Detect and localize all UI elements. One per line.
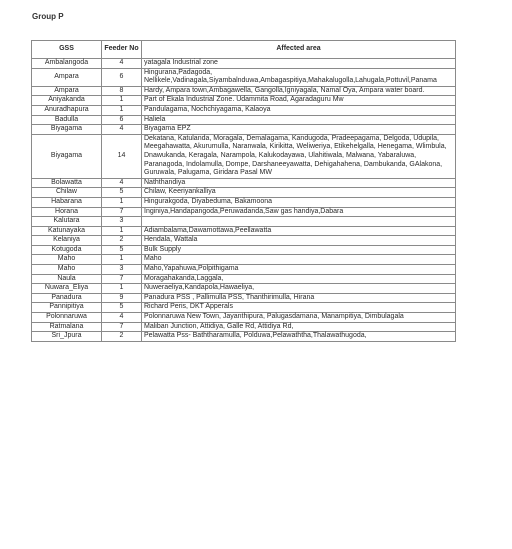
column-header-feeder-no: Feeder No: [102, 41, 142, 59]
table-row: [32, 303, 456, 313]
affected-area-cell: Inginiya,Handapangoda,Peruwadanda,Saw gas handiya,Dabara: [142, 207, 456, 217]
feeder-no-cell: 5: [102, 245, 142, 255]
column-header-affected-area: Affected area: [142, 41, 456, 59]
table-row: [32, 178, 456, 188]
feeder-no-cell: 4: [102, 125, 142, 135]
affected-area-cell: Maliban Junction, Attidiya, Galle Rd, Attidiya Rd,: [142, 322, 456, 332]
affected-area-cell: Hingurakgoda, Diyabeduma, Bakamoona: [142, 197, 456, 207]
column-header-gss: GSS: [32, 41, 102, 59]
table-row: [32, 217, 456, 227]
gss-cell: Pannipitiya: [32, 303, 102, 313]
gss-cell: Chilaw: [32, 188, 102, 198]
table-row: [32, 274, 456, 284]
table-row: [32, 265, 456, 275]
gss-cell: Badulla: [32, 115, 102, 125]
table-row: [32, 207, 456, 217]
affected-area-cell: Richard Peris, DKT Apperals: [142, 303, 456, 313]
affected-area-cell: Part of Ekala Industrial Zone. Udammita Road, Agaradaguru Mw: [142, 96, 456, 106]
feeder-no-cell: 14: [102, 134, 142, 178]
table-row: [32, 96, 456, 106]
table-row: [32, 284, 456, 294]
gss-cell: Maho: [32, 265, 102, 275]
table-row: [32, 134, 456, 178]
gss-cell: Panadura: [32, 293, 102, 303]
power-outage-table: [31, 40, 456, 342]
affected-area-cell: Naththandiya: [142, 178, 456, 188]
feeder-no-cell: 7: [102, 207, 142, 217]
table-row: [32, 245, 456, 255]
table-row: [32, 105, 456, 115]
affected-area-cell: Hingurana,Padagoda, Nellikele,Vadinagala,Siyambalnduwa,Ambagaspitiya,Mahakalugolla,Lahugala,Pottuvil,Panama: [142, 68, 456, 86]
affected-area-cell: Adiambalama,Dawamottawa,Peellawatta: [142, 226, 456, 236]
table-row: [32, 197, 456, 207]
table-row: [32, 115, 456, 125]
affected-area-cell: Hardy, Ampara town,Ambagawella, Gangolla,Igniyagala, Namal Oya, Ampara water board.: [142, 86, 456, 96]
gss-cell: Aniyakanda: [32, 96, 102, 106]
feeder-no-cell: 2: [102, 236, 142, 246]
feeder-no-cell: 6: [102, 115, 142, 125]
gss-cell: Horana: [32, 207, 102, 217]
table-row: [32, 322, 456, 332]
gss-cell: Ampara: [32, 86, 102, 96]
gss-cell: Anuradhapura: [32, 105, 102, 115]
gss-cell: Kalutara: [32, 217, 102, 227]
feeder-no-cell: 4: [102, 59, 142, 69]
affected-area-cell: Polonnaruwa New Town, Jayanthipura, Palugasdamana, Manampitiya, Dimbulagala: [142, 313, 456, 323]
feeder-no-cell: 3: [102, 265, 142, 275]
feeder-no-cell: 5: [102, 303, 142, 313]
gss-cell: Bolawatta: [32, 178, 102, 188]
feeder-no-cell: 2: [102, 332, 142, 342]
affected-area-cell: Bulk Supply: [142, 245, 456, 255]
gss-cell: Ampara: [32, 68, 102, 86]
affected-area-cell: Moragahakanda,Laggala,: [142, 274, 456, 284]
gss-cell: Polonnaruwa: [32, 313, 102, 323]
affected-area-cell: [142, 217, 456, 227]
gss-cell: Biyagama: [32, 134, 102, 178]
affected-area-cell: Panadura PSS , Pallimulla PSS, Thanthirimulla, Hirana: [142, 293, 456, 303]
affected-area-cell: Hendala, Wattala: [142, 236, 456, 246]
table-body: [32, 59, 456, 342]
gss-cell: Ambalangoda: [32, 59, 102, 69]
gss-cell: Habarana: [32, 197, 102, 207]
table-row: [32, 86, 456, 96]
feeder-no-cell: 1: [102, 226, 142, 236]
gss-cell: Katunayaka: [32, 226, 102, 236]
feeder-no-cell: 4: [102, 178, 142, 188]
gss-cell: Naula: [32, 274, 102, 284]
affected-area-cell: Haliela: [142, 115, 456, 125]
gss-cell: Nuwara_Eliya: [32, 284, 102, 294]
feeder-no-cell: 6: [102, 68, 142, 86]
table-header-row: [32, 41, 456, 59]
feeder-no-cell: 7: [102, 322, 142, 332]
table-row: [32, 293, 456, 303]
gss-cell: Kelaniya: [32, 236, 102, 246]
affected-area-cell: Maho,Yapahuwa,Polpithigama: [142, 265, 456, 275]
affected-area-cell: Pandulagama, Nochchiyagama, Kalaoya: [142, 105, 456, 115]
affected-area-cell: Maho: [142, 255, 456, 265]
gss-cell: Biyagama: [32, 125, 102, 135]
table-row: [32, 236, 456, 246]
gss-cell: Maho: [32, 255, 102, 265]
table-row: [32, 313, 456, 323]
affected-area-cell: Nuweraeliya,Kandapola,Hawaeliya,: [142, 284, 456, 294]
feeder-no-cell: 1: [102, 255, 142, 265]
table-row: [32, 125, 456, 135]
table-row: [32, 188, 456, 198]
affected-area-cell: Biyagama EPZ: [142, 125, 456, 135]
feeder-no-cell: 3: [102, 217, 142, 227]
gss-cell: Kotugoda: [32, 245, 102, 255]
table-row: [32, 332, 456, 342]
feeder-no-cell: 1: [102, 197, 142, 207]
affected-area-cell: Dekatana, Katulanda, Moragala, Demalagama, Kandugoda, Pradeepagama, Delgoda, Udupila, Meegahawatta, Akurumulla, Naranwala, Kirikitta, Weliweriya, Etikehelgalla, Henegama, Wlimbula, Dnawukanda, Keragala, Narampola, Kalukodayawa, Ulahitiwala, Malwana, Yabaraluwa, Paranagoda, Indolamulla, Dompe, Darshaneeyawatta, Dehigahahena, Dambukanda, GAlakona, Guruwala, Palugama, Giridara Pasal MW: [142, 134, 456, 178]
gss-cell: Sri_Jpura: [32, 332, 102, 342]
feeder-no-cell: 5: [102, 188, 142, 198]
feeder-no-cell: 8: [102, 86, 142, 96]
feeder-no-cell: 1: [102, 105, 142, 115]
affected-area-cell: yatagala Industrial zone: [142, 59, 456, 69]
affected-area-cell: Pelawatta Pss- Baththaramulla, Polduwa,Pelawaththa,Thalawathugoda,: [142, 332, 456, 342]
table-row: [32, 59, 456, 69]
feeder-no-cell: 9: [102, 293, 142, 303]
table-row: [32, 68, 456, 86]
feeder-no-cell: 1: [102, 96, 142, 106]
feeder-no-cell: 1: [102, 284, 142, 294]
feeder-no-cell: 7: [102, 274, 142, 284]
table-row: [32, 255, 456, 265]
table-row: [32, 226, 456, 236]
group-title: Group P: [32, 12, 64, 21]
affected-area-cell: Chilaw, Keeriyankalliya: [142, 188, 456, 198]
gss-cell: Ratmalana: [32, 322, 102, 332]
feeder-no-cell: 4: [102, 313, 142, 323]
